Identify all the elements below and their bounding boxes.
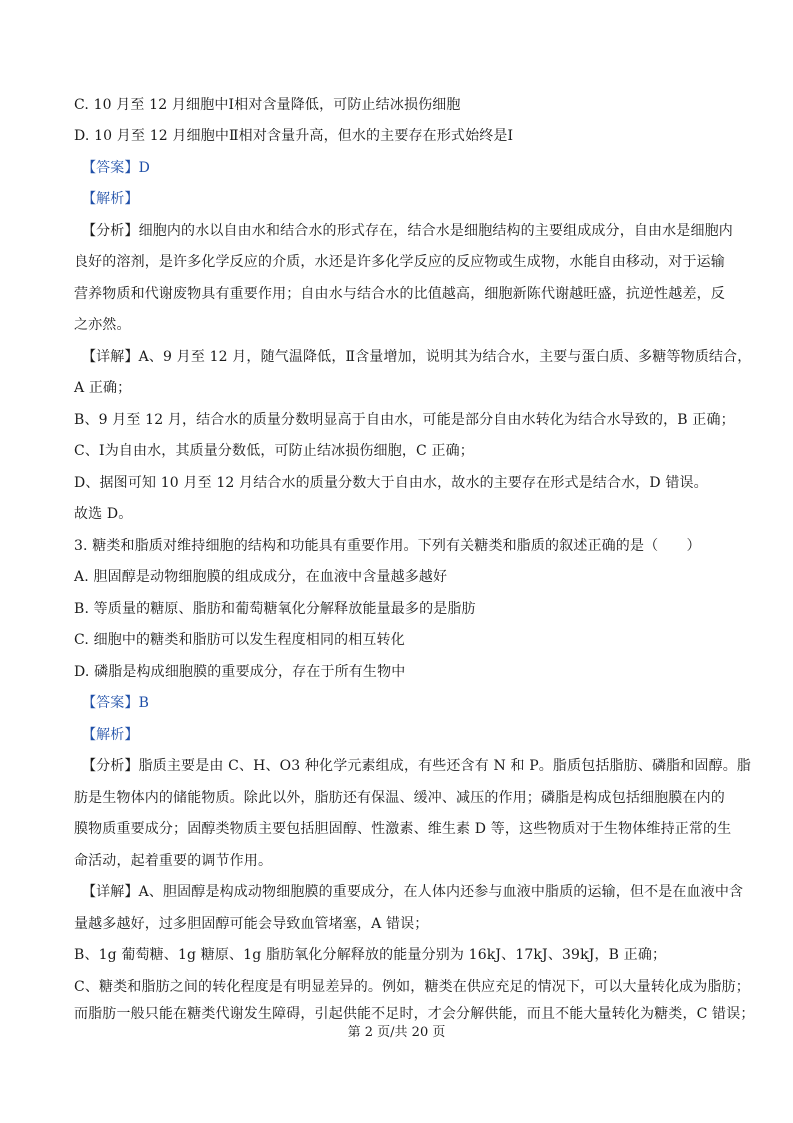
analysis-paragraph-line: 【分析】细胞内的水以自由水和结合水的形式存在，结合水是细胞结构的主要组成成分，自由水是细胞内 (82, 223, 733, 239)
question-3-option-d: D. 磷脂是构成细胞膜的重要成分，存在于所有生物中 (74, 664, 406, 680)
page-number-footer: 第 2 页/共 20 页 (347, 1025, 446, 1040)
option-c-line: C. 10 月至 12 月细胞中Ⅰ相对含量降低，可防止结冰损伤细胞 (74, 97, 461, 113)
option-d-line: D. 10 月至 12 月细胞中Ⅱ相对含量升高，但水的主要存在形式始终是Ⅰ (74, 128, 514, 144)
detail-paragraph-line: 而脂肪一般只能在糖类代谢发生障碍，引起供能不足时，才会分解供能，而且不能大量转化为糖类，C 错误； (74, 1006, 755, 1022)
detail-paragraph-line: D、据图可知 10 月至 12 月结合水的质量分数大于自由水，故水的主要存在形式是结合水，D 错误。 (74, 475, 708, 491)
answer-label: 【答案】D (82, 160, 150, 176)
question-3-stem: 3. 糖类和脂质对维持细胞的结构和功能具有重要作用。下列有关糖类和脂质的叙述正确的是（ ） (74, 538, 701, 554)
answer-label: 【答案】B (82, 695, 150, 711)
conclusion-line: 故选 D。 (74, 506, 133, 522)
detail-paragraph-line: 量越多越好，过多胆固醇可能会导致血管堵塞，A 错误； (74, 916, 429, 932)
question-3-option-a: A. 胆固醇是动物细胞膜的组成成分，在血液中含量越多越好 (74, 569, 448, 585)
detail-paragraph-line: 【详解】A、胆固醇是构成动物细胞膜的重要成分，在人体内还参与血液中脂质的运输，但不是在血液中含 (82, 884, 744, 900)
analysis-heading: 【解析】 (82, 191, 139, 207)
analysis-heading: 【解析】 (82, 727, 139, 743)
detail-paragraph-line: C、糖类和脂肪之间的转化程度是有明显差异的。例如，糖类在供应充足的情况下，可以大量转化成为脂肪； (74, 979, 750, 995)
detail-paragraph-line: B、9 月至 12 月，结合水的质量分数明显高于自由水，可能是部分自由水转化为结合水导致的，B 正确； (74, 412, 735, 428)
analysis-paragraph-line: 营养物质和代谢废物具有重要作用；自由水与结合水的比值越高，细胞新陈代谢越旺盛，抗逆性越差，反 (74, 286, 725, 302)
analysis-paragraph-line: 良好的溶剂，是许多化学反应的介质，水还是许多化学反应的反应物或生成物，水能自由移动，对于运输 (74, 254, 725, 270)
analysis-paragraph-line: 肪是生物体内的储能物质。除此以外，脂肪还有保温、缓冲、减压的作用；磷脂是构成包括细胞膜在内的 (74, 790, 725, 806)
analysis-paragraph-line: 之亦然。 (74, 317, 131, 333)
detail-paragraph-line: 【详解】A、9 月至 12 月，随气温降低，Ⅱ含量增加，说明其为结合水，主要与蛋白质、多糖等物质结合， (82, 349, 752, 365)
analysis-paragraph-line: 命活动，起着重要的调节作用。 (74, 853, 273, 869)
detail-paragraph-line: B、1g 葡萄糖、1g 糖原、1g 脂肪氧化分解释放的能量分别为 16kJ、17kJ、39kJ，B 正确； (74, 947, 667, 963)
analysis-paragraph-line: 【分析】脂质主要是由 C、H、O3 种化学元素组成，有些还含有 N 和 P。脂质包括脂肪、磷脂和固醇。脂 (82, 758, 752, 774)
question-3-option-c: C. 细胞中的糖类和脂肪可以发生程度相同的相互转化 (74, 632, 405, 648)
analysis-paragraph-line: 膜物质重要成分；固醇类物质主要包括胆固醇、性激素、维生素 D 等，这些物质对于生物体维持正常的生 (74, 821, 732, 837)
question-3-option-b: B. 等质量的糖原、脂肪和葡萄糖氧化分解释放能量最多的是脂肪 (74, 601, 476, 617)
detail-paragraph-line: A 正确； (74, 380, 132, 396)
detail-paragraph-line: C、Ⅰ为自由水，其质量分数低，可防止结冰损伤细胞，C 正确； (74, 443, 474, 459)
